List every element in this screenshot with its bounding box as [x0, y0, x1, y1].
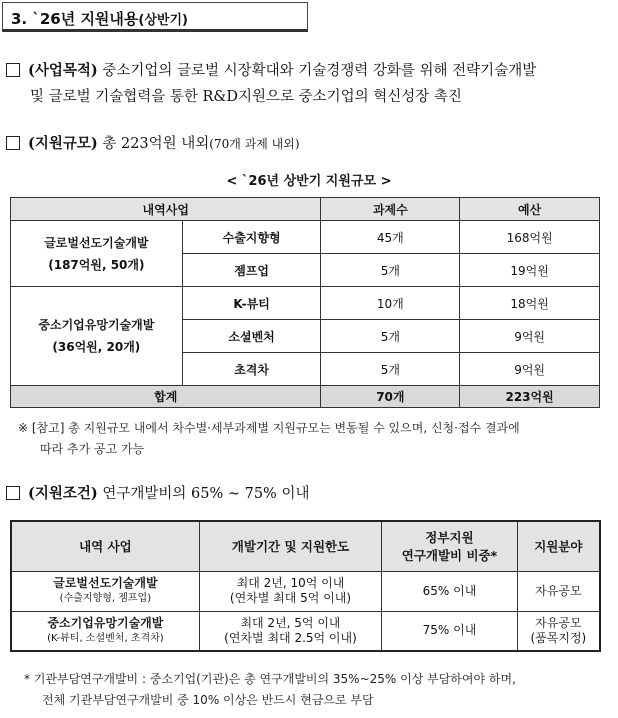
support-condition-table [10, 520, 601, 652]
table1-title: < `26년 상반기 지원규모 > [226, 174, 392, 189]
table2-header-ratio: 정부지원 연구개발비 비중* [382, 521, 518, 571]
total-row [11, 386, 600, 408]
count-cell: 5개 [321, 320, 460, 353]
sub-program: K-뷰티 [182, 287, 321, 320]
count-cell: 5개 [321, 254, 460, 287]
scale-text: 총 223억원 내외 [102, 136, 210, 152]
footnote-line1: * 기관부담연구개발비 : 중소기업(기관)은 총 연구개발비의 35%~25% 이상 부담하여야 하며, [24, 672, 516, 686]
field-cell: 자유공모 (품목지정) [517, 611, 600, 651]
field-cell: 자유공모 [517, 571, 600, 611]
checkbox-icon [6, 63, 20, 77]
scale-paren: (70개 과제 내외) [209, 137, 300, 151]
sub-program: 초격차 [182, 353, 321, 386]
table2-header-field: 지원분야 [517, 521, 600, 571]
scale-label: (지원규모) [28, 135, 98, 152]
section-title-main: 3. `26년 지원내용 [11, 10, 139, 28]
purpose-section [6, 58, 536, 110]
support-scale-table [10, 197, 600, 408]
program-cell: 중소기업유망기술개발 (K-뷰티, 소셜벤처, 초격차) [11, 611, 199, 651]
checkbox-icon [6, 136, 20, 150]
reference-note [18, 418, 603, 460]
purpose-line1: 중소기업의 글로벌 시장확대와 기술경쟁력 강화를 위해 전략기술개발 [102, 63, 537, 79]
ratio-cell: 65% 이내 [382, 571, 518, 611]
count-cell: 5개 [321, 353, 460, 386]
table1-header-count: 과제수 [321, 198, 460, 221]
table-row [11, 611, 600, 651]
count-cell: 45개 [321, 221, 460, 254]
table-row [11, 571, 600, 611]
table1-header-budget: 예산 [460, 198, 600, 221]
group-cell: 중소기업유망기술개발 (36억원, 20개) [11, 287, 183, 386]
scale-section [6, 131, 300, 157]
purpose-line2: 및 글로벌 기술협력을 통한 R&D지원으로 중소기업의 혁신성장 촉진 [30, 89, 462, 105]
checkbox-icon [6, 486, 20, 500]
section-title-sub: (상반기) [138, 13, 188, 28]
count-cell: 10개 [321, 287, 460, 320]
section-title [2, 2, 308, 32]
condition-label: (지원조건) [28, 485, 98, 502]
budget-cell: 19억원 [460, 254, 600, 287]
note-line2: 따라 추가 공고 가능 [40, 442, 145, 456]
footnote [24, 669, 608, 711]
total-count: 70개 [321, 386, 460, 408]
sub-program: 수출지향형 [182, 221, 321, 254]
note-line1: ※ [참고] 총 지원규모 내에서 차수별·세부과제별 지원규모는 변동될 수 있으며, 신청·접수 결과에 [18, 421, 520, 435]
table2-header-period: 개발기간 및 지원한도 [199, 521, 381, 571]
purpose-label: (사업목적) [28, 62, 98, 79]
sub-program: 젬프업 [182, 254, 321, 287]
budget-cell: 9억원 [460, 320, 600, 353]
table1-header-program: 내역사업 [11, 198, 321, 221]
condition-text: 연구개발비의 65% ~ 75% 이내 [102, 486, 310, 502]
period-cell: 최대 2년, 10억 이내 (연차별 최대 5억 이내) [199, 571, 381, 611]
condition-section [6, 481, 309, 507]
budget-cell: 9억원 [460, 353, 600, 386]
program-cell: 글로벌선도기술개발 (수출지향형, 젬프업) [11, 571, 199, 611]
total-label: 합계 [11, 386, 321, 408]
period-cell: 최대 2년, 5억 이내 (연차별 최대 2.5억 이내) [199, 611, 381, 651]
budget-cell: 18억원 [460, 287, 600, 320]
ratio-cell: 75% 이내 [382, 611, 518, 651]
table-row [11, 287, 600, 320]
table2-header-program: 내역 사업 [11, 521, 199, 571]
group-cell: 글로벌선도기술개발 (187억원, 50개) [11, 221, 183, 287]
footnote-line2: 전체 기관부담연구개발비 중 10% 이상은 반드시 현금으로 부담 [42, 693, 374, 707]
sub-program: 소셜벤처 [182, 320, 321, 353]
budget-cell: 168억원 [460, 221, 600, 254]
table-row [11, 221, 600, 254]
total-budget: 223억원 [460, 386, 600, 408]
